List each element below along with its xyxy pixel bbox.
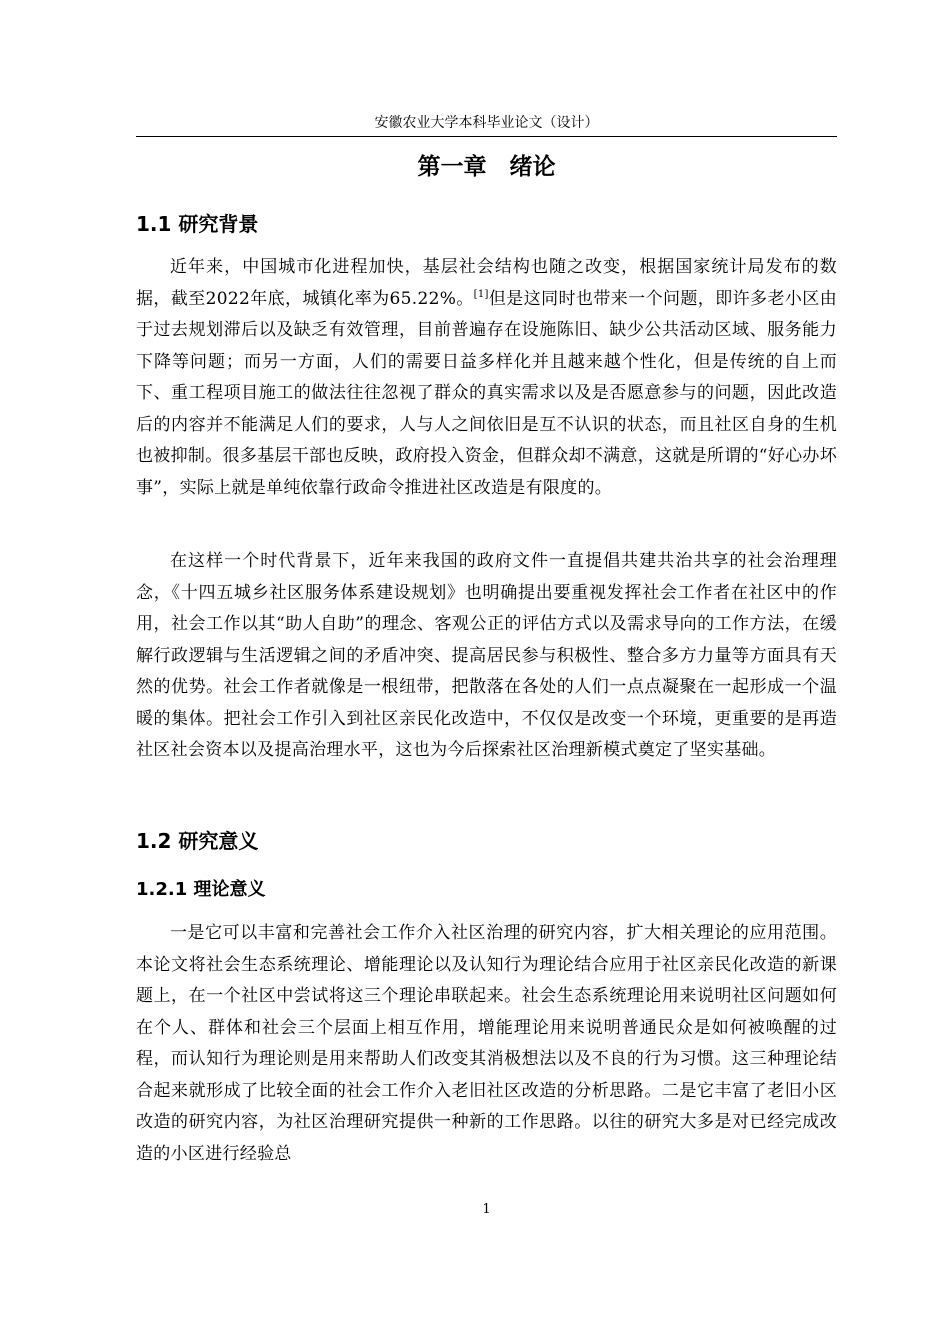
section-number: 1.2	[136, 829, 172, 853]
paragraph-text: 近年来，中国城市化进程加快，基层社会结构也随之改变，根据国家统计局发布的数据，截至2022年底，城镇化率为65.22%。	[136, 257, 837, 309]
section-number: 1.1	[136, 212, 172, 236]
paragraph-background-2: 在这样一个时代背景下，近年来我国的政府文件一直提倡共建共治共享的社会治理理念，《十四五城乡社区服务体系建设规划》也明确提出要重视发挥社会工作者在社区中的作用，社会工作以其“助人自助”的理念、客观公正的评估方式以及需求导向的工作方法，在缓解行政逻辑与生活逻辑之间的矛盾冲突、提高居民参与积极性、整合多方力量等方面具有天然的优势。社会工作者就像是一根纽带，把散落在各处的人们一点点凝聚在一起形成一个温暖的集体。把社会工作引入到社区亲民化改造中，不仅仅是改变一个环境，更重要的是再造社区社会资本以及提高治理水平，这也为今后探索社区治理新模式奠定了坚实基础。	[136, 551, 837, 760]
paragraph-text: 但是这同时也带来一个问题，即许多老小区由于过去规划滞后以及缺乏有效管理，目前普遍存在设施陈旧、缺少公共活动区域、服务能力下降等问题；而另一方面，人们的需要日益多样化并且越来越个性化，但是传统的自上而下、重工程项目施工的做法往往忽视了群众的真实需求以及是否愿意参与的问题，因此改造后的内容并不能满足人们的要求，人与人之间依旧是互不认识的状态，而且社区自身的生机也被抑制。很多基层干部也反映，政府投入资金，但群众却不满意，这就是所谓的“好心办坏事”，实际上就是单纯依靠行政命令推进社区改造是有限度的。	[136, 288, 837, 498]
running-header: 安徽农业大学本科毕业论文（设计）	[374, 115, 599, 131]
paragraph-theory-significance: 一是它可以丰富和完善社会工作介入社区治理的研究内容，扩大相关理论的应用范围。本论文将社会生态系统理论、增能理论以及认知行为理论结合应用于社区亲民化改造的新课题上，在一个社区中尝试将这三个理论串联起来。社会生态系统理论用来说明社区问题如何在个人、群体和社会三个层面上相互作用，增能理论用来说明普通民众是如何被唤醒的过程，而认知行为理论则是用来帮助人们改变其消极想法以及不良的行为习惯。这三种理论结合起来就形成了比较全面的社会工作介入老旧社区改造的分析思路。二是它丰富了老旧小区改造的研究内容，为社区治理研究提供一种新的工作思路。以往的研究大多是对已经完成改造的小区进行经验总	[136, 923, 837, 1164]
section-title: 理论意义	[193, 879, 266, 900]
paragraph-background-1	[136, 252, 837, 504]
section-title: 研究背景	[178, 212, 259, 236]
chapter-title: 第一章 绪论	[417, 154, 556, 180]
section-title: 研究意义	[178, 829, 259, 853]
page-number: 1	[482, 1202, 491, 1217]
section-number: 1.2.1	[136, 879, 188, 900]
header-rule	[136, 136, 837, 137]
section-heading-1-2	[136, 826, 258, 856]
section-heading-1-2-1	[136, 876, 266, 904]
section-heading-1-1	[136, 209, 258, 239]
citation-ref[interactable]: [1]	[473, 288, 489, 300]
